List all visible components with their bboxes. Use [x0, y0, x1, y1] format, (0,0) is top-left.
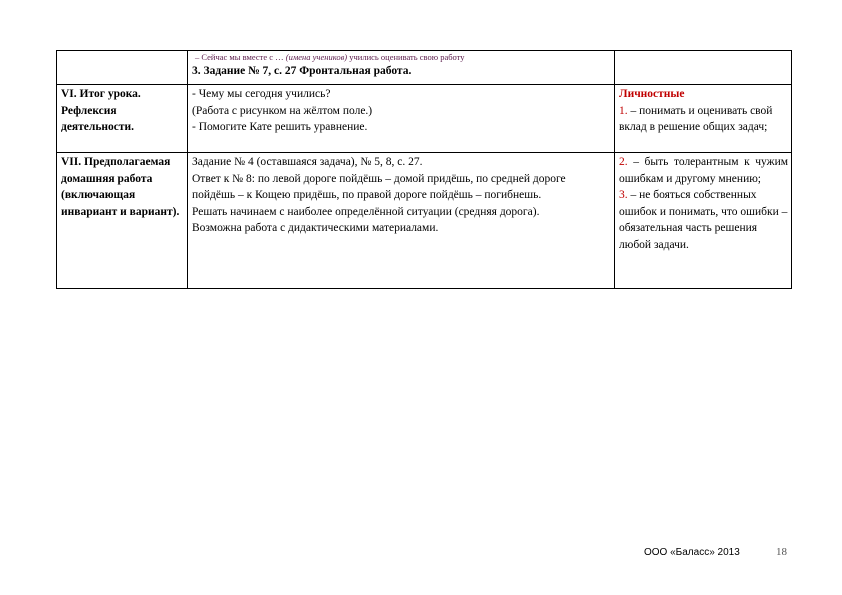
activity-cell: [188, 153, 615, 289]
outcome-item: [619, 103, 788, 136]
page-number: 18: [776, 546, 787, 558]
stage-cell: [57, 51, 188, 85]
activity-line: Решать начинаем с наиболее определённой ситуации (средняя дорога).: [192, 205, 540, 218]
stage-cell: VII. Предполагаемая домашняя работа (включающая инвариант и вариант).: [57, 153, 188, 289]
task-heading: 3. Задание № 7, с. 27 Фронтальная работа.: [192, 65, 412, 77]
lesson-plan-table: [56, 50, 792, 289]
outcome-item: [619, 154, 788, 187]
activity-cell: [188, 85, 615, 153]
activity-cell: [188, 51, 615, 85]
outcome-number: 2.: [619, 156, 628, 168]
outcome-item: [619, 187, 788, 253]
activity-line: - Помогите Кате решить уравнение.: [192, 121, 368, 133]
note-italic: (имена учеников): [285, 52, 348, 62]
outcome-text: – не бояться собственных ошибок и понимать, что ошибки – обязательная часть решения любой задачи.: [619, 189, 788, 251]
outcome-cell: [615, 51, 792, 85]
outcome-text: – понимать и оценивать свой вклад в решение общих задач;: [619, 104, 773, 133]
activity-line: (Работа с рисунком на жёлтом поле.): [192, 104, 373, 117]
activity-line: Задание № 4 (оставшаяся задача), № 5, 8, с. 27.: [192, 156, 423, 168]
note-text: учились оценивать свою работу: [347, 52, 465, 62]
outcome-text: – быть толерантным к чужим ошибкам и другому мнению;: [619, 156, 788, 185]
outcome-number: 3.: [619, 189, 628, 201]
table-row: [57, 85, 792, 153]
outcome-cell: [615, 153, 792, 289]
table-row: [57, 51, 792, 85]
activity-line: Возможна работа с дидактическими материалами.: [192, 222, 439, 234]
outcome-heading: Личностные: [619, 88, 685, 100]
footer-publisher: ООО «Баласс» 2013: [644, 547, 740, 558]
table-row: [57, 153, 792, 289]
activity-line: Ответ к № 8: по левой дороге пойдёшь – домой придёшь, по средней дороге пойдёшь – к Кощею придёшь, по правой дороге пойдёшь – погибнешь.: [192, 172, 566, 201]
outcome-cell: [615, 85, 792, 153]
outcome-number: 1.: [619, 104, 628, 117]
note-text: – Сейчас мы вместе с …: [195, 52, 286, 62]
teacher-note: [195, 52, 611, 63]
stage-cell: VI. Итог урока. Рефлексия деятельности.: [57, 85, 188, 153]
activity-line: - Чему мы сегодня учились?: [192, 88, 331, 100]
